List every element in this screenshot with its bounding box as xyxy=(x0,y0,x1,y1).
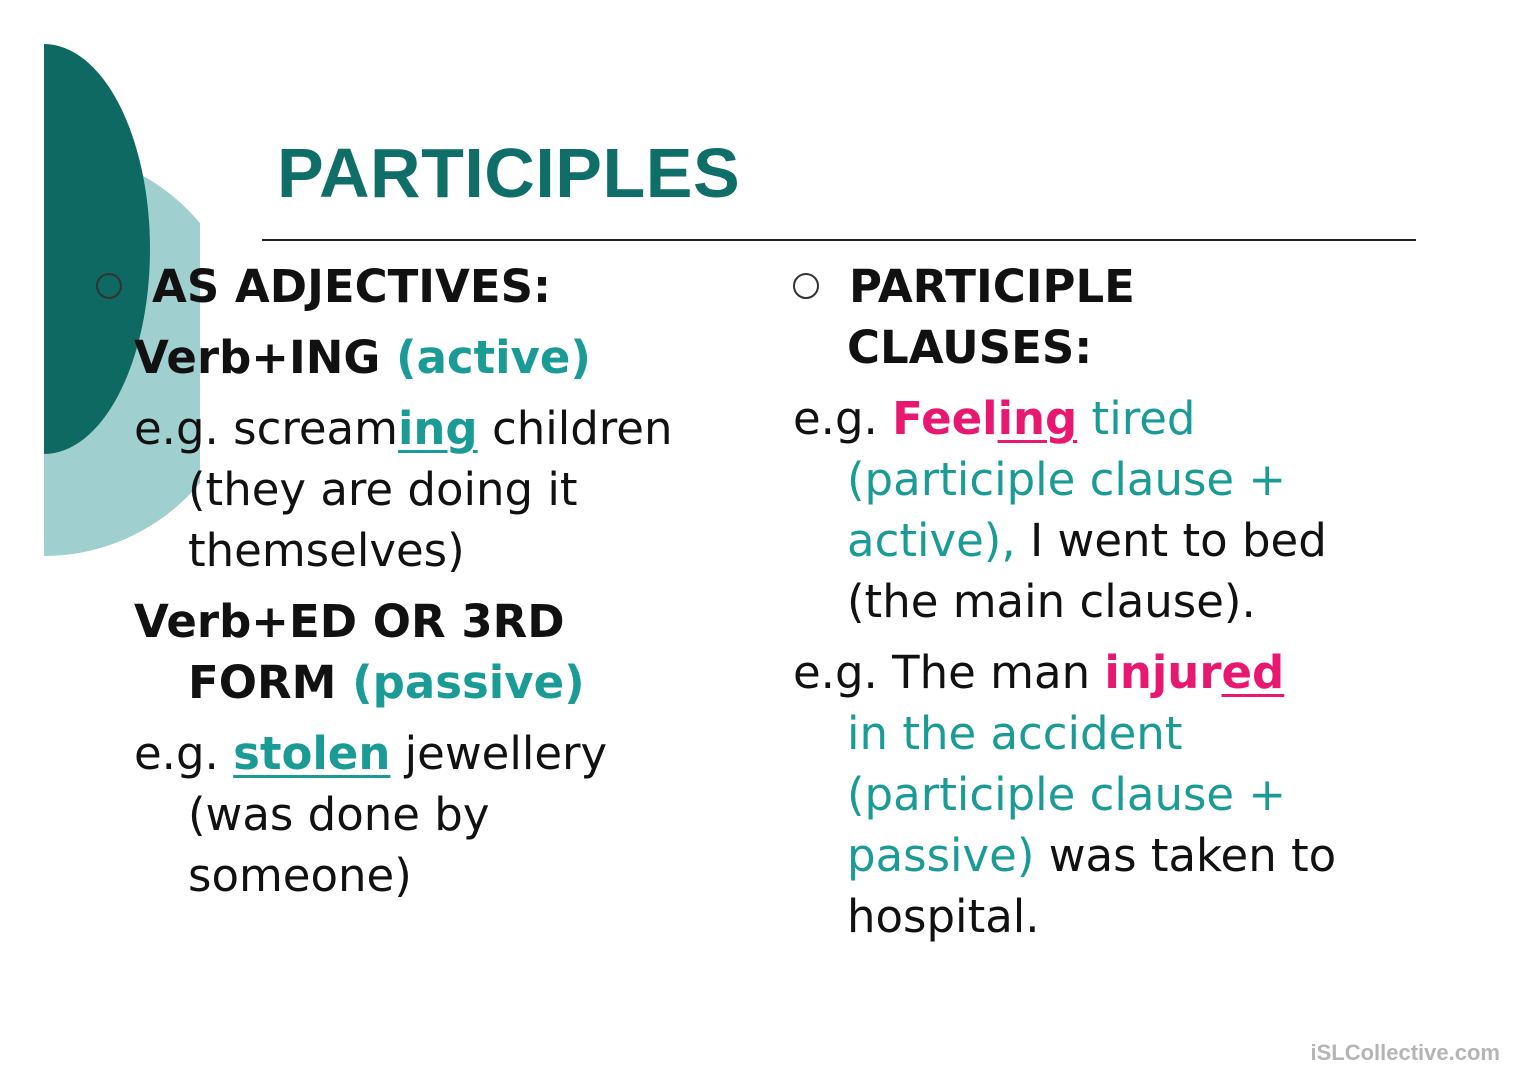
slide-title: PARTICIPLES xyxy=(277,134,741,212)
adjectives-column xyxy=(134,256,774,906)
passive-rule: Verb+ED OR 3RD FORM (passive) xyxy=(134,595,585,709)
passive-example: e.g. stolen jewellery (was done by someone) xyxy=(134,727,608,902)
bullet-icon xyxy=(96,273,122,299)
ed-highlight: ed xyxy=(1221,646,1285,699)
ing-highlight: ing xyxy=(397,402,478,455)
title-divider xyxy=(262,239,1416,241)
active-example: e.g. screaming children (they are doing it themselves) xyxy=(134,402,673,577)
active-clause-example: e.g. Feeling tired (participle clause + active), I went to bed (the main clause). xyxy=(793,392,1327,628)
watermark: iSLCollective.com xyxy=(1310,1040,1500,1065)
ing-highlight: ing xyxy=(997,392,1078,445)
adjectives-heading: AS ADJECTIVES: xyxy=(134,256,774,317)
clauses-heading: PARTICIPLE CLAUSES: xyxy=(793,256,1493,378)
passive-clause-example: e.g. The man injured in the accident (participle clause + passive) was taken to hospital. xyxy=(793,646,1337,943)
clauses-column xyxy=(793,256,1493,947)
stolen-highlight: stolen xyxy=(233,727,391,780)
active-rule: Verb+ING (active) xyxy=(134,331,591,384)
bullet-icon xyxy=(793,273,819,299)
